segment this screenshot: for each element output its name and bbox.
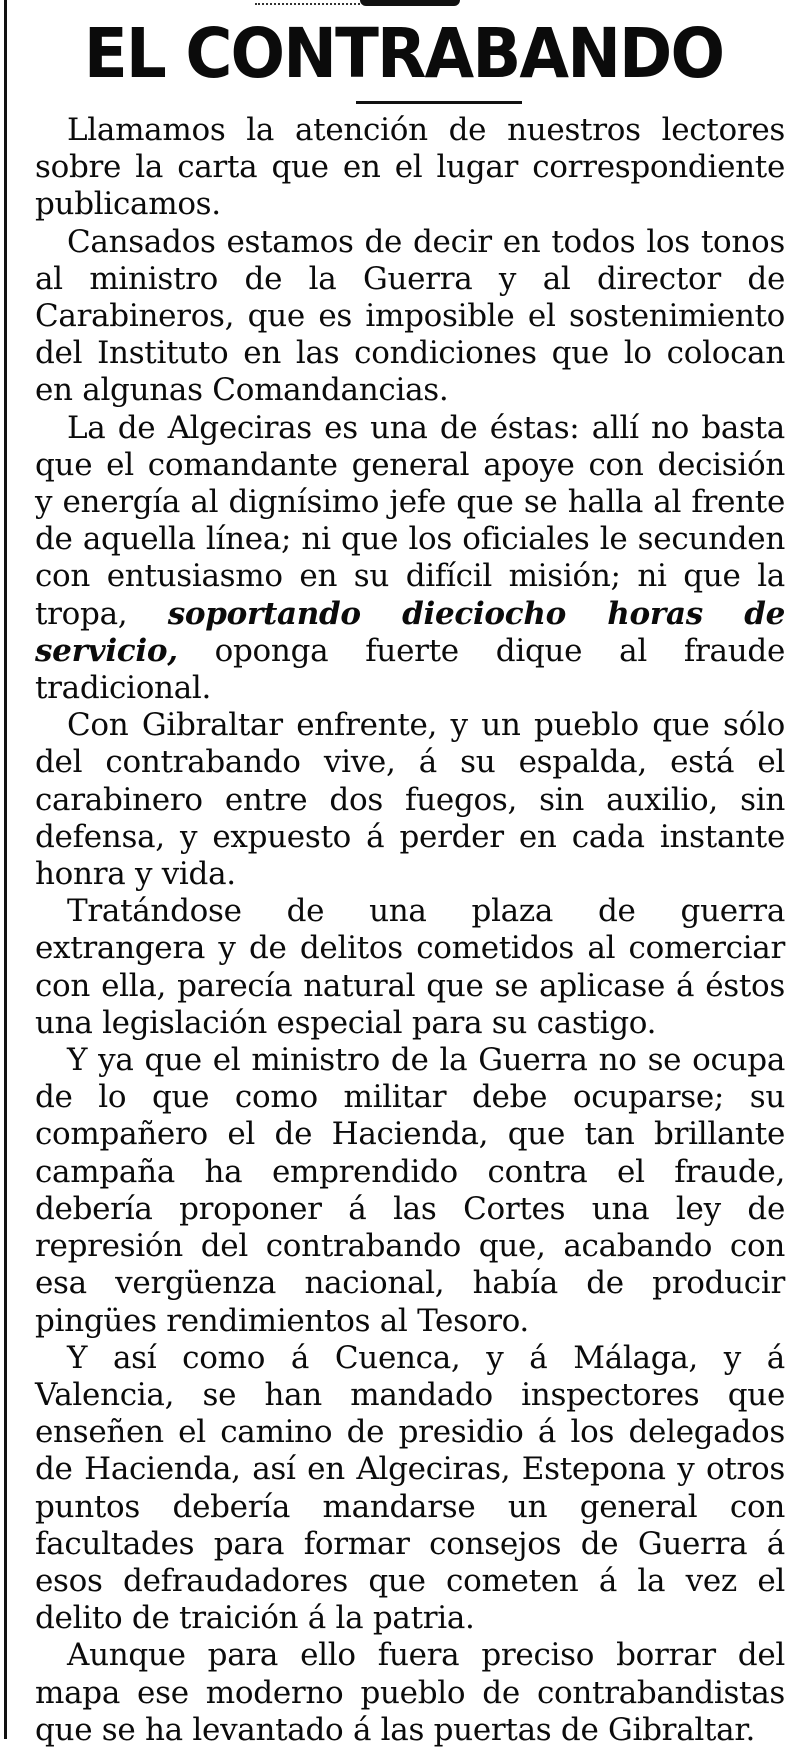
top-dotted-rule — [255, 3, 360, 7]
paragraph-3 — [35, 410, 785, 708]
paragraph-3-text-start: La de Algeciras es una de éstas: allí no basta que el comandante general apoye con decisión y energía al dignísimo jefe que se halla al frente de aquella línea; ni que los oficiales le secunden con entusiasmo en su difícil misión; ni que la tropa, — [35, 409, 785, 632]
paragraph-6: Y ya que el ministro de la Guerra no se ocupa de lo que como militar debe ocuparse; su compañero el de Hacienda, que tan brillante campaña ha emprendido contra el fraude, debería proponer á las Cortes una ley de represión del contrabando que, acabando con esa vergüenza nacional, había de producir pingües rendimientos al Tesoro. — [35, 1042, 785, 1339]
paragraph-4: Con Gibraltar enfrente, y un pueblo que sólo del contrabando vive, á su espalda, está el carabinero entre dos fuegos, sin auxilio, sin defensa, y expuesto á perder en cada instante honra y vida. — [35, 707, 785, 893]
paragraph-3-text-end: oponga fuerte dique al fraude tradicional. — [35, 632, 785, 707]
article-title: EL CONTRABANDO — [83, 14, 724, 94]
paragraph-5: Tratándose de una plaza de guerra extrangera y de delitos cometidos al comerciar con ella, parecía natural que se aplicase á éstos una legislación especial para su castigo. — [35, 893, 785, 1041]
top-ornament — [360, 0, 460, 6]
paragraph-7: Y así como á Cuenca, y á Málaga, y á Valencia, se han mandado inspectores que enseñen el camino de presidio á los delegados de Hacienda, así en Algeciras, Estepona y otros puntos debería mandarse un general con facultades para formar consejos de Guerra á esos defraudadores que cometen á la vez el delito de traición á la patria. — [35, 1339, 785, 1637]
title-underline — [356, 101, 522, 104]
paragraph-3-italic: soportando dieciocho horas de servicio, — [35, 595, 785, 669]
article-body — [35, 112, 785, 1749]
paragraph-1: Llamamos la atención de nuestros lectores sobre la carta que en el lugar correspondiente publicamos. — [35, 112, 785, 223]
paragraph-2: Cansados estamos de decir en todos los tonos al ministro de la Guerra y al director de Carabineros, que es imposible el sostenimiento del Instituto en las condiciones que lo colocan en algunas Comandancias. — [35, 223, 785, 409]
column-rule — [4, 0, 7, 1739]
paragraph-8: Aunque para ello fuera preciso borrar del mapa ese moderno pueblo de contrabandistas que se ha levantado á las puertas de Gibraltar. — [35, 1637, 785, 1748]
